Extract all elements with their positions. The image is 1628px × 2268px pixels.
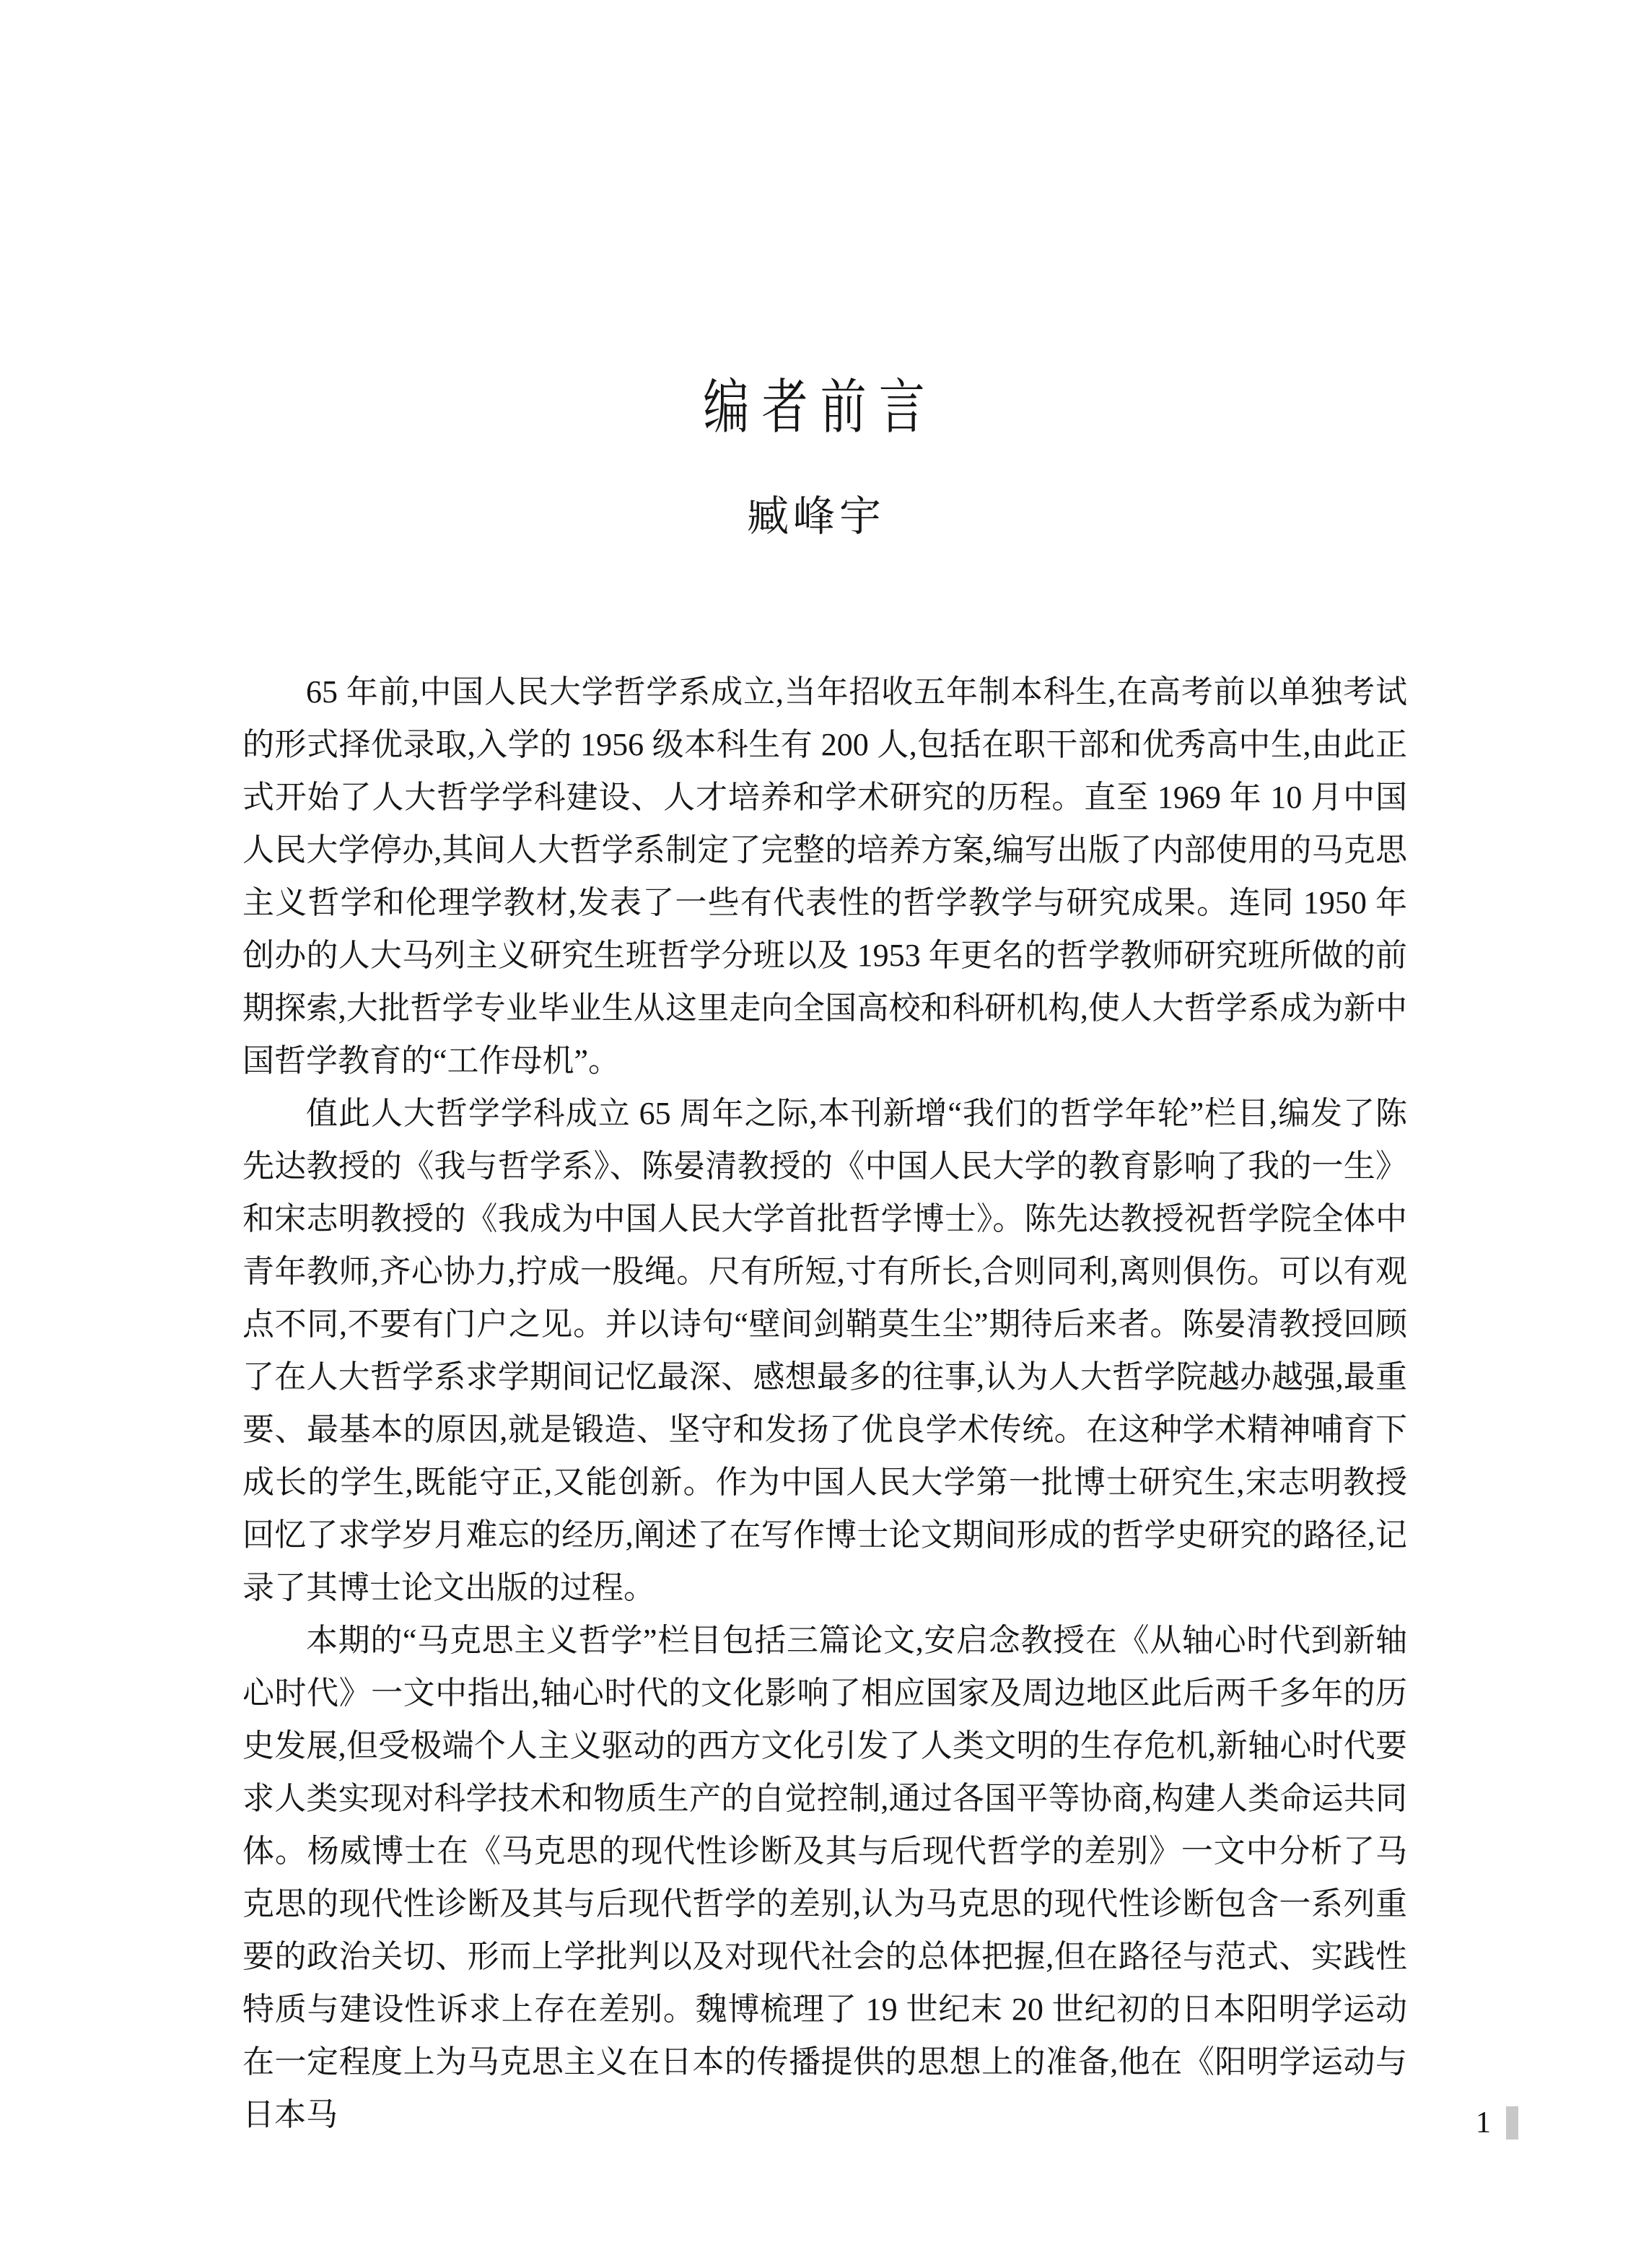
page-footer xyxy=(1476,2106,1518,2140)
paragraph: 65 年前,中国人民大学哲学系成立,当年招收五年制本科生,在高考前以单独考试的形式择优录取,入学的 1956 级本科生有 200 人,包括在职干部和优秀高中生,由此正式开始了人大哲学学科建设、人才培养和学术研究的历程。直至 1969 年 10 月中国人民大学停办,其间人大哲学系制定了完整的培养方案,编写出版了内部使用的马克思主义哲学和伦理学教材,发表了一些有代表性的哲学教学与研究成果。连同 1950 年创办的人大马列主义研究生班哲学分班以及 1953 年更名的哲学教师研究班所做的前期探索,大批哲学专业毕业生从这里走向全国高校和科研机构,使人大哲学系成为新中国哲学教育的“工作母机”。 xyxy=(242,674,1407,1078)
body-text xyxy=(242,666,1407,2141)
paragraph: 本期的“马克思主义哲学”栏目包括三篇论文,安启念教授在《从轴心时代到新轴心时代》一文中指出,轴心时代的文化影响了相应国家及周边地区此后两千多年的历史发展,但受极端个人主义驱动的西方文化引发了人类文明的生存危机,新轴心时代要求人类实现对科学技术和物质生产的自觉控制,通过各国平等协商,构建人类命运共同体。杨威博士在《马克思的现代性诊断及其与后现代哲学的差别》一文中分析了马克思的现代性诊断及其与后现代哲学的差别,认为马克思的现代性诊断包含一系列重要的政治关切、形而上学批判以及对现代社会的总体把握,但在路径与范式、实践性特质与建设性诉求上存在差别。魏博梳理了 19 世纪末 20 世纪初的日本阳明学运动在一定程度上为马克思主义在日本的传播提供的思想上的准备,他在《阳明学运动与日本马 xyxy=(242,1623,1407,2132)
paragraph: 值此人大哲学学科成立 65 周年之际,本刊新增“我们的哲学年轮”栏目,编发了陈先达教授的《我与哲学系》、陈晏清教授的《中国人民大学的教育影响了我的一生》和宋志明教授的《我成为中国人民大学首批哲学博士》。陈先达教授祝哲学院全体中青年教师,齐心协力,拧成一股绳。尺有所短,寸有所长,合则同利,离则俱伤。可以有观点不同,不要有门户之见。并以诗句“壁间剑鞘莫生尘”期待后来者。陈晏清教授回顾了在人大哲学系求学期间记忆最深、感想最多的往事,认为人大哲学院越办越强,最重要、最基本的原因,就是锻造、坚守和发扬了优良学术传统。在这种学术精神哺育下成长的学生,既能守正,又能创新。作为中国人民大学第一批博士研究生,宋志明教授回忆了求学岁月难忘的经历,阐述了在写作博士论文期间形成的哲学史研究的路径,记录了其博士论文出版的过程。 xyxy=(242,1096,1407,1605)
author-name: 臧峰宇 xyxy=(746,493,885,540)
footer-decoration-bar xyxy=(1506,2106,1518,2140)
page-title: 编者前言 xyxy=(703,375,937,440)
page-number: 1 xyxy=(1476,2106,1491,2140)
